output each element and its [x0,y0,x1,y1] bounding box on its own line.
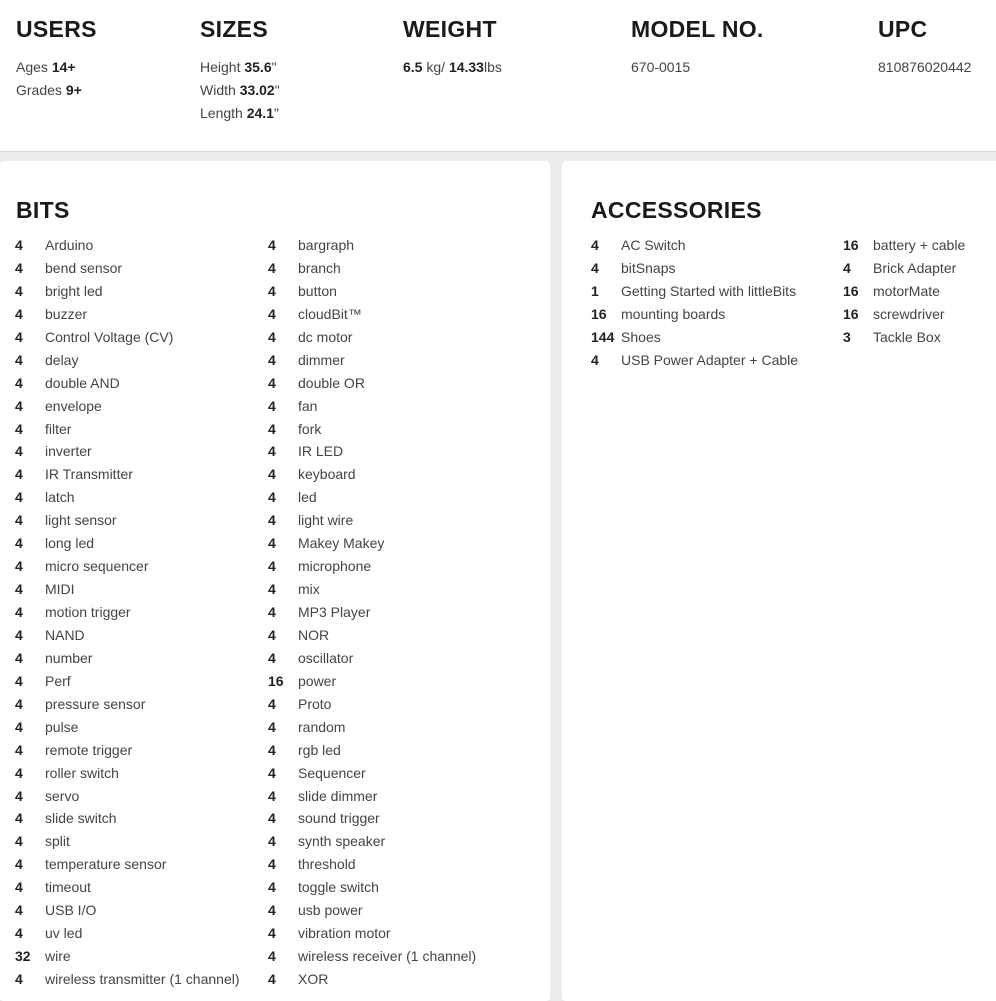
item-quantity: 4 [15,351,23,368]
item-name: wire [45,948,71,965]
list-item [15,785,240,808]
item-quantity: 4 [268,397,276,414]
item-name: inverter [45,443,92,460]
item-name: delay [45,351,79,368]
item-name: vibration motor [298,925,391,942]
spec-length: Length 24.1" [200,105,279,121]
item-name: XOR [298,971,329,987]
list-item [268,762,476,785]
item-quantity: 4 [268,420,276,437]
list-item [15,853,240,876]
accessories-column-1 [591,234,798,372]
item-name: long led [45,535,95,552]
item-quantity: 4 [15,282,23,299]
spec-width: Width 33.02" [200,82,280,98]
item-quantity: 4 [15,535,23,552]
list-item [268,945,476,968]
list-item [268,578,476,601]
item-name: fork [298,420,322,437]
item-quantity: 4 [15,672,23,689]
item-name: light sensor [45,512,117,529]
item-quantity: 4 [15,397,23,414]
item-quantity: 4 [15,626,23,643]
spec-heading-model: MODEL NO. [631,16,764,42]
item-name: branch [298,259,341,276]
list-item [15,349,240,372]
item-name: threshold [298,856,356,873]
item-quantity: 4 [268,971,276,987]
item-name: MIDI [45,581,75,598]
item-name: NOR [298,626,330,643]
item-quantity: 4 [591,237,599,253]
item-quantity: 4 [15,420,23,437]
item-name: NAND [45,626,85,643]
list-item [15,922,240,945]
item-name: dimmer [298,351,345,368]
item-name: random [298,718,346,735]
spec-upc-value: 810876020442 [878,59,972,75]
list-item [15,234,240,257]
item-quantity: 4 [15,558,23,575]
item-quantity: 4 [268,489,276,506]
item-name: latch [45,489,75,506]
item-quantity: 4 [268,879,276,896]
list-item [591,234,798,257]
item-quantity: 4 [268,925,276,942]
item-quantity: 4 [15,902,23,919]
list-item [268,716,476,739]
list-item [15,257,240,280]
item-name: motorMate [873,282,940,299]
list-item [268,785,476,808]
list-item [268,899,476,922]
item-quantity: 4 [15,879,23,896]
item-name: screwdriver [873,305,945,322]
list-item [15,326,240,349]
item-quantity: 4 [268,351,276,368]
list-item [843,326,965,349]
item-name: Shoes [621,328,661,345]
item-quantity: 4 [15,695,23,712]
item-name: mix [298,581,320,598]
item-quantity: 4 [15,512,23,529]
item-quantity: 4 [15,604,23,620]
item-name: IR Transmitter [45,466,133,483]
list-item [268,853,476,876]
item-quantity: 4 [268,810,276,827]
list-item [591,349,798,372]
item-name: Makey Makey [298,535,385,552]
spec-users [16,16,97,102]
spec-heading-upc: UPC [878,16,928,42]
item-quantity: 1 [591,282,599,299]
item-quantity: 4 [268,282,276,299]
item-quantity: 4 [268,764,276,781]
item-name: USB I/O [45,902,97,919]
item-quantity: 16 [591,305,607,322]
item-quantity: 32 [15,948,31,965]
list-item [268,440,476,463]
item-name: keyboard [298,466,356,483]
item-name: split [45,833,70,850]
list-item [268,509,476,532]
item-quantity: 4 [268,259,276,276]
spec-ages: Ages 14+ [16,59,76,75]
spec-model [631,16,764,79]
list-item [268,647,476,670]
item-name: MP3 Player [298,604,371,620]
item-name: Perf [45,672,71,689]
item-name: motion trigger [45,604,131,620]
item-quantity: 4 [268,328,276,345]
item-name: mounting boards [621,305,726,322]
bits-column-2 [268,234,476,991]
item-quantity: 4 [268,856,276,873]
item-name: microphone [298,558,372,575]
item-quantity: 4 [268,374,276,391]
list-item [15,807,240,830]
item-quantity: 4 [15,833,23,850]
item-name: bend sensor [45,259,123,276]
list-item [268,830,476,853]
list-item [268,601,476,624]
accessories-column-2 [843,234,965,349]
item-name: power [298,672,337,689]
item-quantity: 16 [843,282,859,299]
item-name: bargraph [298,237,355,253]
spec-model-value: 670-0015 [631,59,691,75]
item-quantity: 16 [843,305,859,322]
list-item [15,303,240,326]
item-name: temperature sensor [45,856,167,873]
bits-column-1 [15,234,240,991]
item-name: oscillator [298,649,354,666]
item-name: button [298,282,337,299]
item-quantity: 4 [15,328,23,345]
item-quantity: 4 [15,925,23,942]
spec-weight-value: 6.5 kg/ 14.33lbs [403,59,502,75]
item-name: fan [298,397,318,414]
item-quantity: 4 [268,558,276,575]
item-name: envelope [45,397,102,414]
item-quantity: 4 [268,649,276,666]
list-item [268,624,476,647]
list-item [591,326,798,349]
list-item [15,762,240,785]
item-quantity: 4 [15,259,23,276]
item-quantity: 4 [15,305,23,322]
spec-heading-sizes: SIZES [200,16,268,42]
item-name: cloudBit™ [298,305,362,322]
item-name: USB Power Adapter + Cable [621,351,799,368]
list-item [15,601,240,624]
accessories-panel [562,161,996,1001]
spec-weight [403,16,502,79]
item-quantity: 4 [268,718,276,735]
item-quantity: 4 [268,604,276,620]
item-quantity: 3 [843,328,851,345]
item-name: pressure sensor [45,695,146,712]
product-specs-bar [0,0,996,152]
list-item [15,532,240,555]
item-quantity: 4 [843,259,851,276]
list-item [268,532,476,555]
list-item [268,693,476,716]
item-name: sound trigger [298,810,380,827]
bits-panel [0,161,550,1001]
list-item [15,693,240,716]
spec-sizes [200,16,280,125]
item-name: timeout [45,879,91,896]
item-quantity: 16 [843,237,859,253]
item-quantity: 4 [268,237,276,253]
item-quantity: 4 [268,948,276,965]
item-name: slide switch [45,810,117,827]
item-name: uv led [45,925,83,942]
list-item [268,922,476,945]
item-quantity: 4 [268,741,276,758]
item-name: double OR [298,374,365,391]
item-name: Control Voltage (CV) [45,328,174,345]
item-quantity: 4 [268,787,276,804]
list-item [268,234,476,257]
item-quantity: 4 [15,374,23,391]
item-name: bright led [45,282,103,299]
list-item [843,280,965,303]
item-name: dc motor [298,328,353,345]
list-item [15,418,240,441]
spec-grades: Grades 9+ [16,82,82,98]
list-item [268,303,476,326]
list-item [15,372,240,395]
spec-heading-weight: WEIGHT [403,16,497,42]
item-name: wireless transmitter (1 channel) [45,971,240,987]
item-quantity: 4 [15,581,23,598]
list-item [15,647,240,670]
item-quantity: 4 [268,512,276,529]
item-quantity: 4 [15,466,23,483]
list-item [268,876,476,899]
list-item [268,968,476,991]
list-item [15,899,240,922]
list-item [843,257,965,280]
item-name: light wire [298,512,354,529]
item-quantity: 4 [15,787,23,804]
list-item [268,395,476,418]
item-quantity: 4 [15,489,23,506]
item-name: rgb led [298,741,341,758]
list-item [843,234,965,257]
item-name: IR LED [298,443,344,460]
item-quantity: 4 [15,971,23,987]
list-item [591,280,798,303]
item-quantity: 4 [15,718,23,735]
list-item [15,463,240,486]
list-item [268,372,476,395]
list-item [843,303,965,326]
item-quantity: 4 [15,237,23,253]
item-name: bitSnaps [621,259,676,276]
list-item [15,670,240,693]
item-quantity: 4 [268,466,276,483]
list-item [15,440,240,463]
list-item [268,280,476,303]
list-item [15,945,240,968]
item-quantity: 4 [268,305,276,322]
item-name: Arduino [45,237,94,253]
item-quantity: 4 [15,741,23,758]
item-name: usb power [298,902,363,919]
list-item [15,876,240,899]
list-item [15,968,240,991]
list-item [591,303,798,326]
item-name: micro sequencer [45,558,149,575]
list-item [15,830,240,853]
list-item [15,395,240,418]
item-name: Brick Adapter [873,259,957,276]
list-item [15,509,240,532]
item-name: Tackle Box [873,328,941,345]
list-item [268,555,476,578]
item-name: synth speaker [298,833,386,850]
item-quantity: 4 [268,902,276,919]
item-quantity: 4 [268,443,276,460]
item-quantity: 144 [591,328,615,345]
item-name: Sequencer [298,764,366,781]
item-name: remote trigger [45,741,133,758]
list-item [15,486,240,509]
list-item [15,739,240,762]
item-quantity: 4 [268,535,276,552]
list-item [15,716,240,739]
item-name: buzzer [45,305,88,322]
spec-heading-users: USERS [16,16,97,42]
list-item [268,349,476,372]
item-name: battery + cable [873,237,966,253]
item-name: pulse [45,718,79,735]
list-item [15,578,240,601]
item-name: number [45,649,93,666]
item-quantity: 4 [591,259,599,276]
list-item [591,257,798,280]
list-item [268,807,476,830]
item-quantity: 4 [268,626,276,643]
list-item [268,418,476,441]
item-quantity: 4 [15,810,23,827]
item-quantity: 4 [15,443,23,460]
item-name: led [298,489,317,506]
item-name: slide dimmer [298,787,378,804]
list-item [268,257,476,280]
item-quantity: 4 [268,695,276,712]
item-name: toggle switch [298,879,379,896]
spec-height: Height 35.6" [200,59,277,75]
accessories-heading: ACCESSORIES [591,197,762,223]
list-item [268,486,476,509]
list-item [268,463,476,486]
item-name: Getting Started with littleBits [621,282,797,299]
item-name: Proto [298,695,332,712]
list-item [15,280,240,303]
list-item [268,670,476,693]
bits-heading: BITS [16,197,70,223]
item-name: AC Switch [621,237,686,253]
item-quantity: 4 [268,581,276,598]
item-name: servo [45,787,80,804]
item-name: roller switch [45,764,119,781]
item-quantity: 4 [15,764,23,781]
item-quantity: 4 [591,351,599,368]
item-quantity: 4 [15,649,23,666]
item-quantity: 4 [268,833,276,850]
list-item [15,555,240,578]
item-quantity: 16 [268,672,284,689]
item-name: double AND [45,374,120,391]
list-item [268,326,476,349]
list-item [15,624,240,647]
spec-upc [878,16,971,79]
item-name: wireless receiver (1 channel) [298,948,477,965]
list-item [268,739,476,762]
item-name: filter [45,420,72,437]
item-quantity: 4 [15,856,23,873]
